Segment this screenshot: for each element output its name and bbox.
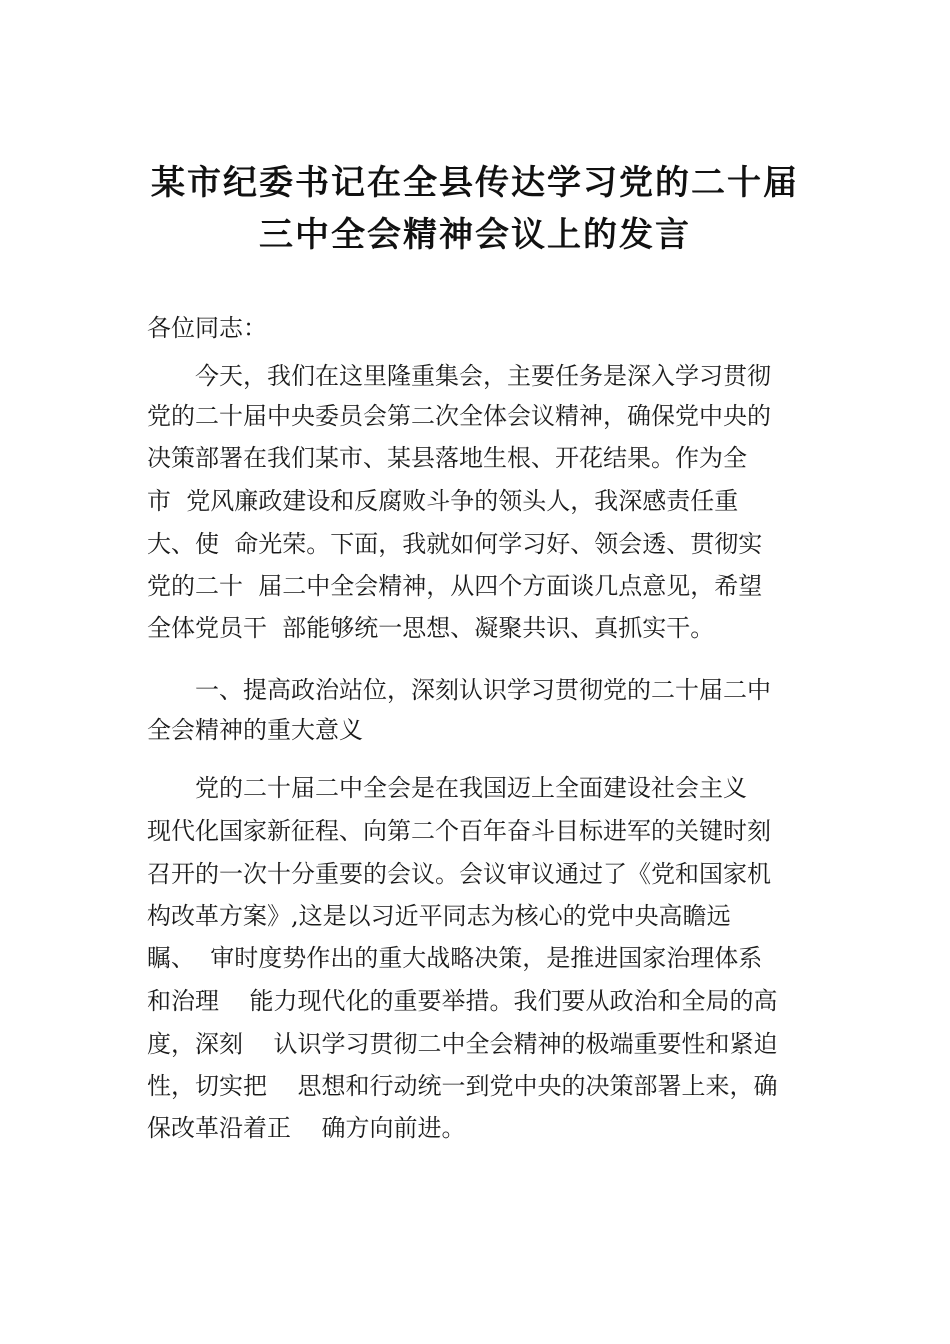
paragraph-2-line: 现代化国家新征程、向第二个百年奋斗目标进军的关键时刻 bbox=[147, 817, 771, 845]
paragraph-2-line: 构改革方案》,这是以习近平同志为核心的党中央高瞻远 bbox=[147, 902, 731, 930]
paragraph-2-line: 度，深刻 认识学习贯彻二中全会精神的极端重要性和紧迫 bbox=[147, 1030, 778, 1058]
salutation: 各位同志： bbox=[147, 314, 267, 342]
paragraph-2-line: 瞩、 审时度势作出的重大战略决策，是推进国家治理体系 bbox=[147, 944, 763, 972]
paragraph-1-line: 党的二十届中央委员会第二次全体会议精神，确保党中央的 bbox=[147, 402, 771, 430]
paragraph-2-line: 党的二十届二中全会是在我国迈上全面建设社会主义 bbox=[195, 774, 747, 802]
paragraph-1-line: 党的二十 届二中全会精神，从四个方面谈几点意见，希望 bbox=[147, 572, 763, 600]
paragraph-1-line: 市 党风廉政建设和反腐败斗争的领头人，我深感责任重 bbox=[147, 487, 739, 515]
paragraph-2-line: 性，切实把 思想和行动统一到党中央的决策部署上来，确 bbox=[147, 1072, 778, 1100]
section-heading-line: 一、提高政治站位，深刻认识学习贯彻党的二十届二中 bbox=[195, 676, 771, 704]
title-line-1: 某市纪委书记在全县传达学习党的二十届 bbox=[151, 163, 799, 203]
paragraph-2-line: 召开的一次十分重要的会议。会议审议通过了《党和国家机 bbox=[147, 860, 771, 888]
paragraph-2-line: 保改革沿着正 确方向前进。 bbox=[147, 1114, 466, 1142]
paragraph-1-line: 全体党员干 部能够统一思想、凝聚共识、真抓实干。 bbox=[147, 614, 715, 642]
paragraph-1-line: 决策部署在我们某市、某县落地生根、开花结果。作为全 bbox=[147, 444, 747, 472]
paragraph-1-line: 大、使 命光荣。下面，我就如何学习好、领会透、贯彻实 bbox=[147, 530, 763, 558]
section-heading-line: 全会精神的重大意义 bbox=[147, 716, 363, 744]
paragraph-2-line: 和治理 能力现代化的重要举措。我们要从政治和全局的高 bbox=[147, 987, 778, 1015]
paragraph-1-line: 今天，我们在这里隆重集会，主要任务是深入学习贯彻 bbox=[195, 362, 771, 390]
title-line-2: 三中全会精神会议上的发言 bbox=[259, 215, 691, 255]
